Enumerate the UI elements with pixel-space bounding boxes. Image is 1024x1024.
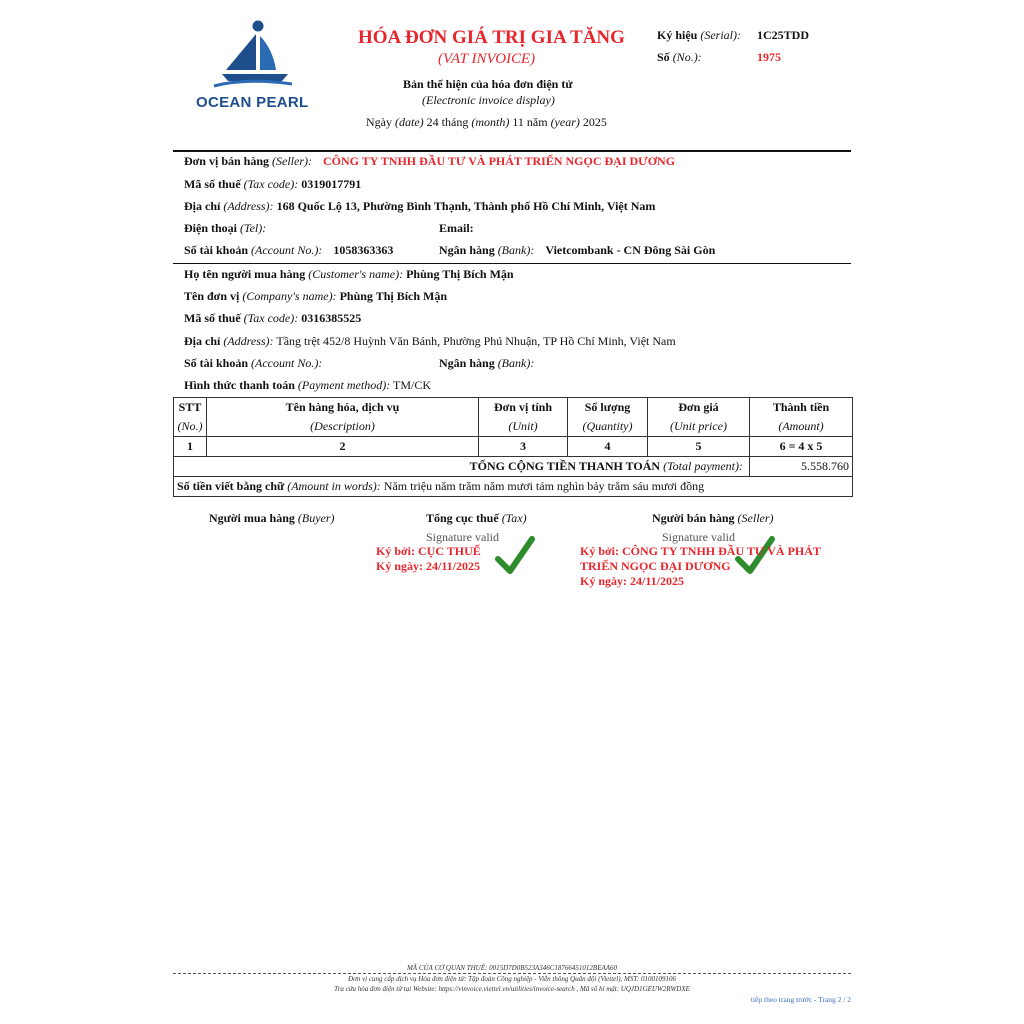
total-label-en: (Total payment):: [663, 459, 743, 473]
seller-signed-by-line2: TRIỂN NGỌC ĐẠI DƯƠNG: [580, 559, 731, 573]
seller-signature-valid: Signature valid: [662, 530, 735, 544]
total-value: 5.558.760: [750, 457, 853, 477]
col-header-quantity: Số lượng (Quantity): [568, 398, 648, 437]
buyer-payment-row: Hình thức thanh toán (Payment method): TM/CK: [184, 378, 432, 392]
buyer-company-name: Phùng Thị Bích Mận: [339, 289, 448, 303]
table-cell: 5: [648, 437, 750, 457]
seller-address: 168 Quốc Lộ 13, Phường Bình Thạnh, Thành phố Hồ Chí Minh, Việt Nam: [276, 199, 656, 213]
serial-label: Ký hiệu (Serial):: [657, 28, 741, 42]
table-cell: 1: [174, 437, 207, 457]
invoice-subtitle: (VAT INVOICE): [438, 51, 536, 67]
seller-bank-row: Ngân hàng (Bank): Vietcombank - CN Đông Sài Gòn: [439, 243, 716, 257]
col-header-description: Tên hàng hóa, dịch vụ (Description): [207, 398, 479, 437]
col-header-unit-price: Đơn giá (Unit price): [648, 398, 750, 437]
divider: [173, 263, 851, 264]
buyer-account-row: Số tài khoản (Account No.):: [184, 356, 323, 370]
col-header-no: STT (No.): [174, 398, 207, 437]
seller-bank: Vietcombank - CN Đông Sài Gòn: [545, 243, 716, 257]
seller-name-row: Đơn vị bán hàng (Seller): CÔNG TY TNHH ĐẦU TƯ VÀ PHÁT TRIỂN NGỌC ĐẠI DƯƠNG: [184, 154, 676, 168]
tax-signed-by: Ký bởi: CỤC THUẾ: [376, 544, 481, 558]
amount-in-words: Năm triệu năm trăm năm mươi tám nghìn bảy trăm sáu mươi đồng: [383, 479, 705, 493]
total-label: TỔNG CỘNG TIỀN THANH TOÁN: [469, 459, 661, 473]
seller-tel-row: Điện thoại (Tel):: [184, 221, 267, 235]
logo: [196, 18, 312, 113]
seller-tax-row: Mã số thuế (Tax code): 0319017791: [184, 177, 362, 191]
table-cell: 6 = 4 x 5: [750, 437, 853, 457]
table-words-row: Số tiền viết bằng chữ (Amount in words): Năm triệu năm trăm năm mươi tám nghìn bảy trăm sáu mươi đồng: [174, 477, 853, 497]
sailboat-logo-icon: [196, 18, 312, 90]
serial-value: 1C25TDD: [757, 28, 810, 42]
display-note-vi: Bản thể hiện của hóa đơn điện tử: [403, 77, 573, 91]
buyer-company-row: Tên đơn vị (Company's name): Phùng Thị Bích Mận: [184, 289, 448, 303]
table-cell: 2: [207, 437, 479, 457]
seller-account: 1058363363: [333, 243, 394, 257]
lookup-info: Tra cứu hóa đơn điện tử tại Website: https://vinvoice.viettel.vn/utilities/invoice-search , Mã số bí mật: UQJD1GEUW2RWDXE: [334, 985, 690, 993]
col-header-amount: Thành tiền (Amount): [750, 398, 853, 437]
invoice-date: Ngày (date) 24 tháng (month) 11 năm (year) 2025: [366, 115, 607, 129]
buyer-signature-label: Người mua hàng (Buyer): [209, 511, 335, 525]
buyer-tax-row: Mã số thuế (Tax code): 0316385525: [184, 311, 362, 325]
buyer-address-row: Địa chỉ (Address): Tầng trệt 452/8 Huỳnh Văn Bánh, Phường Phú Nhuận, TP Hồ Chí Minh, Việt Nam: [184, 334, 676, 348]
buyer-tax-code: 0316385525: [301, 311, 362, 325]
tax-signature-valid: Signature valid: [426, 530, 499, 544]
tax-signature-label: Tổng cục thuế (Tax): [426, 511, 527, 525]
table-total-row: [174, 457, 853, 477]
seller-address-row: Địa chỉ (Address): 168 Quốc Lộ 13, Phường Bình Thạnh, Thành phố Hồ Chí Minh, Việt Nam: [184, 199, 656, 213]
tax-signed-on: Ký ngày: 24/11/2025: [376, 559, 481, 573]
invoice-number: 1975: [757, 50, 781, 64]
logo-brand-text: OCEAN PEARL: [196, 94, 309, 111]
table-header-row: [174, 398, 853, 437]
buyer-customer-name: Phùng Thị Bích Mận: [406, 267, 514, 281]
footer-divider: [173, 973, 851, 974]
display-note-en: (Electronic invoice display): [422, 93, 555, 107]
payment-method: TM/CK: [393, 378, 432, 392]
checkmark-icon: [494, 535, 536, 577]
table-cell: 3: [479, 437, 568, 457]
seller-signature-label: Người bán hàng (Seller): [652, 511, 774, 525]
seller-name: CÔNG TY TNHH ĐẦU TƯ VÀ PHÁT TRIỂN NGỌC ĐẠI DƯƠNG: [323, 154, 676, 168]
seller-email-label: Email:: [439, 221, 474, 235]
buyer-customer-row: Họ tên người mua hàng (Customer's name): Phùng Thị Bích Mận: [184, 267, 514, 281]
table-cell: 4: [568, 437, 648, 457]
items-table: [173, 397, 853, 497]
divider: [173, 150, 851, 152]
table-index-row: [174, 437, 853, 457]
number-label: Số (No.):: [657, 50, 702, 64]
invoice-title: HÓA ĐƠN GIÁ TRỊ GIA TĂNG: [358, 27, 625, 48]
buyer-address: Tầng trệt 452/8 Huỳnh Văn Bánh, Phường Phú Nhuận, TP Hồ Chí Minh, Việt Nam: [276, 334, 676, 348]
provider-info: Đơn vị cung cấp dịch vụ Hóa đơn điện tử: Tập đoàn Công nghiệp - Viễn thông Quân đội (Viettel), MST: 0100109106: [348, 975, 676, 983]
col-header-unit: Đơn vị tính (Unit): [479, 398, 568, 437]
seller-signed-on: Ký ngày: 24/11/2025: [580, 574, 685, 588]
buyer-bank-row: Ngân hàng (Bank):: [439, 356, 535, 370]
tax-authority-code: MÃ CỦA CƠ QUAN THUẾ: 0015D7D0B523A346C18766451012BEAA60: [406, 964, 618, 972]
seller-tax-code: 0319017791: [301, 177, 362, 191]
page-note: tiếp theo trang trước - Trang 2 / 2: [750, 995, 851, 1004]
seller-signed-by-line1: Ký bởi: CÔNG TY TNHH ĐẦU TƯ VÀ PHÁT: [580, 544, 821, 558]
seller-account-row: Số tài khoản (Account No.): 1058363363: [184, 243, 394, 257]
